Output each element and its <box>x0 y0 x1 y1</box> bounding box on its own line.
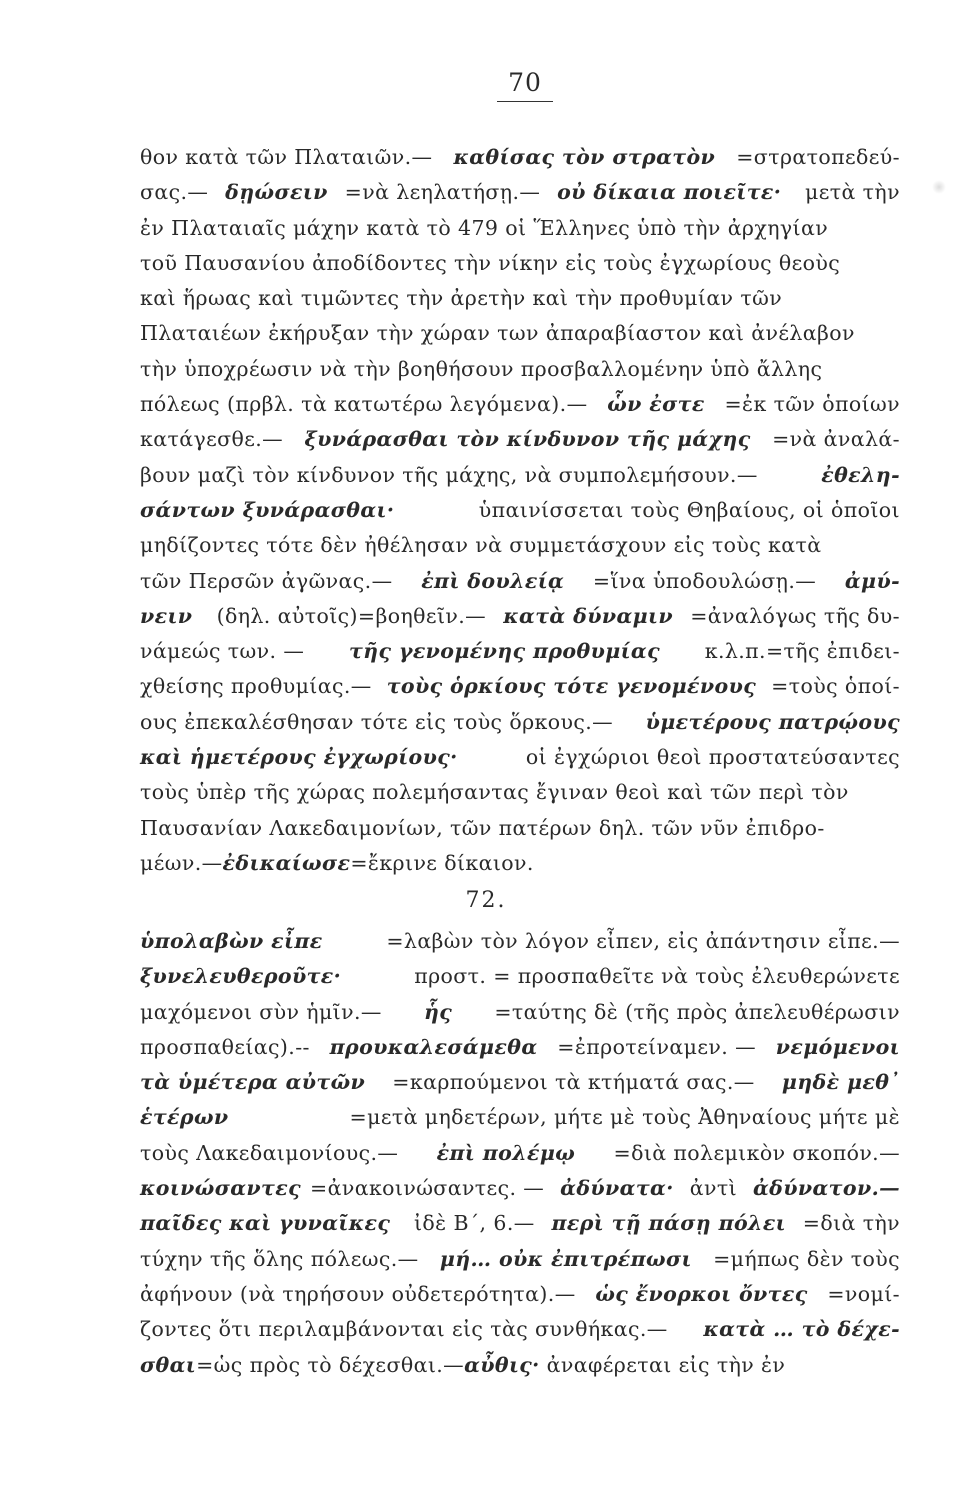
gloss-text: =ἐπροτείναμεν. — <box>557 1034 756 1059</box>
gloss-text: =ὡς πρὸς τὸ δέχεσθαι.— <box>196 1352 465 1377</box>
lemma-text: κατὰ δύναμιν <box>503 603 673 628</box>
gloss-text: πόλεως (πρβλ. τὰ κατωτέρω λεγόμενα).— <box>140 392 588 417</box>
gloss-text: τῶν Περσῶν ἀγῶνας.— <box>140 568 393 593</box>
gloss-text: οἱ ἐγχώριοι θεοὶ προστατεύσαντες <box>518 745 900 770</box>
lemma-text: δῃώσειν <box>225 180 328 205</box>
text-line <box>140 458 900 493</box>
text-line <box>140 564 900 599</box>
gloss-text: =ἀνακοινώσαντες. — <box>310 1176 552 1201</box>
text-line <box>140 387 900 422</box>
lemma-text: ὧν ἐστε <box>607 392 705 417</box>
text-line <box>140 1065 900 1100</box>
lemma-text: ἐπὶ πολέμῳ <box>436 1140 576 1165</box>
text-line <box>140 422 900 457</box>
text-line <box>140 811 900 846</box>
gloss-text: ζοντες ὅτι περιλαμβάνονται εἰς τὰς συνθήκας.— <box>140 1317 668 1342</box>
gloss-text: =διὰ πολεμικὸν σκοπόν.— <box>613 1140 900 1165</box>
text-line <box>140 846 900 881</box>
text-line <box>140 1100 900 1135</box>
gloss-text: =τοὺς ὁποί- <box>771 674 900 699</box>
gloss-text: καὶ ἥρωας καὶ τιμῶντες τὴν ἀρετὴν καὶ τὴν προθυμίαν τῶν <box>140 286 783 311</box>
text-line <box>140 493 900 528</box>
page-number: 70 <box>497 68 553 102</box>
gloss-text: ἀφήνουν (νὰ τηρήσουν οὐδετερότητα).— <box>140 1281 576 1306</box>
text-line <box>140 1242 900 1277</box>
gloss-text: νάμεώς των. — <box>140 639 312 664</box>
gloss-text: =ἵνα ὑποδουλώσῃ.— <box>592 568 817 593</box>
text-line <box>140 1348 900 1383</box>
text-line <box>140 705 900 740</box>
lemma-text: καθίσας τὸν στρατὸν <box>453 145 716 169</box>
gloss-text: ἐν Πλαταιαῖς μάχην κατὰ τὸ 479 οἱ Ἕλληνες ὑπὸ τὴν ἀρχηγίαν <box>140 215 829 240</box>
text-line <box>140 775 900 810</box>
lemma-text: ξυνάρασθαι τὸν κίνδυνον τῆς μάχης <box>304 427 751 452</box>
text-line <box>140 1030 900 1065</box>
gloss-text: προσπαθείας).-- <box>140 1034 310 1059</box>
text-line <box>140 528 900 563</box>
lemma-text: περὶ τῇ πάσῃ πόλει <box>551 1211 786 1236</box>
commentary-section-71 <box>140 140 900 881</box>
gloss-text: =ἔκρινε δίκαιον. <box>350 850 534 875</box>
text-line <box>140 281 900 316</box>
text-line <box>140 599 900 634</box>
lemma-text: τῆς γενομένης προθυμίας <box>348 639 660 664</box>
gloss-text: μηδίζοντες τότε δὲν ἠθέλησαν νὰ συμμετάσχουν εἰς τοὺς κατὰ <box>140 533 822 558</box>
text-line <box>140 352 900 387</box>
lemma-text: αὖθις· <box>464 1352 540 1377</box>
text-line <box>140 1136 900 1171</box>
lemma-text: τοὺς ὁρκίους τότε γενομένους <box>386 674 757 699</box>
lemma-text: ἧς <box>423 999 453 1024</box>
gloss-text: =διὰ τὴν <box>802 1211 900 1236</box>
gloss-text: τοῦ Παυσανίου ἀποδίδοντες τὴν νίκην εἰς τοὺς ἐγχωρίους θεοὺς <box>140 250 841 275</box>
gloss-text: Πλαταιέων ἐκήρυξαν τὴν χώραν των ἀπαραβίαστον καὶ ἀνέλαβον <box>140 321 855 346</box>
lemma-text: παῖδες καὶ γυναῖκες <box>140 1211 391 1236</box>
gloss-text: =ταύτης δὲ (τῆς πρὸς ἀπελευθέρωσιν <box>494 999 900 1024</box>
lemma-text: ἐθελη- <box>821 462 900 487</box>
lemma-text: ὑμετέρους πατρῴους <box>645 709 900 734</box>
text-line <box>140 175 900 210</box>
text-line <box>140 1206 900 1241</box>
commentary-section-72 <box>140 924 900 1383</box>
gloss-text: τύχην τῆς ὅλης πόλεως.— <box>140 1246 419 1271</box>
gloss-text: χθείσης προθυμίας.— <box>140 674 372 699</box>
text-line <box>140 1277 900 1312</box>
text-line <box>140 959 900 994</box>
lemma-text: μή… οὐκ ἐπιτρέπωσι <box>439 1246 692 1271</box>
gloss-text: μαχόμενοι σὺν ἡμῖν.— <box>140 999 382 1024</box>
lemma-text: ἀμύ- <box>844 568 900 593</box>
lemma-text: ἐπὶ δουλείᾳ <box>421 568 565 593</box>
paper-stain <box>932 180 946 194</box>
lemma-text: προυκαλεσάμεθα <box>329 1034 538 1059</box>
gloss-text: =στρατοπεδεύ- <box>736 145 900 169</box>
text-line <box>140 246 900 281</box>
text-line <box>140 740 900 775</box>
text-line <box>140 924 900 959</box>
lemma-text: ἀδύνατα· <box>560 1176 674 1201</box>
gloss-text: προστ. = προσπαθεῖτε νὰ τοὺς ἐλευθερώνετε <box>407 964 900 989</box>
gloss-text: σας.— <box>140 180 209 205</box>
lemma-text: ἑτέρων <box>140 1105 229 1130</box>
lemma-text: ξυνελευθεροῦτε· <box>140 964 342 989</box>
lemma-text: ἐδικαίωσε <box>222 850 351 875</box>
lemma-text: σάντων ξυνάρασθαι· <box>140 497 395 522</box>
lemma-text: ὡς ἔνορκοι ὄντες <box>595 1281 808 1306</box>
text-line <box>140 211 900 246</box>
gloss-text: (δηλ. αὐτοῖς)=βοηθεῖν.— <box>209 603 487 628</box>
lemma-text: ὑπολαβὼν εἶπε <box>140 929 323 953</box>
gloss-text: =καρπούμενοι τὰ κτήματά σας.— <box>392 1070 755 1095</box>
gloss-text: =ἐκ τῶν ὁποίων <box>724 392 900 417</box>
lemma-text: νειν <box>140 603 193 628</box>
gloss-text: ἀναφέρεται εἰς τὴν ἐν <box>539 1352 786 1377</box>
gloss-text: Παυσανίαν Λακεδαιμονίων, τῶν πατέρων δηλ. τῶν νῦν ἐπιδρο- <box>140 815 825 840</box>
gloss-text: =λαβὼν τὸν λόγον εἶπεν, εἰς ἀπάντησιν εἶπε.— <box>386 929 900 953</box>
gloss-text: =νὰ ἀναλά- <box>772 427 900 452</box>
gloss-text: =νομί- <box>827 1281 900 1306</box>
gloss-text: ὑπαινίσσεται τοὺς Θηβαίους, οἱ ὁποῖοι <box>471 497 900 522</box>
gloss-text: τοὺς ὑπὲρ τῆς χώρας πολεμήσαντας ἔγιναν θεοὶ καὶ τῶν περὶ τὸν <box>140 780 849 805</box>
gloss-text: ἰδὲ Β΄, 6.— <box>407 1211 535 1236</box>
lemma-text: τὰ ὑμέτερα αὐτῶν <box>140 1070 366 1095</box>
gloss-text: =μήπως δὲν τοὺς <box>713 1246 900 1271</box>
text-line <box>140 1171 900 1206</box>
gloss-text: μετὰ τὴν <box>798 180 900 205</box>
lemma-text: οὐ δίκαια ποιεῖτε· <box>557 180 782 205</box>
lemma-text: νεμόμενοι <box>775 1034 900 1059</box>
text-line <box>140 140 900 175</box>
lemma-text: κατὰ … τὸ δέχε- <box>703 1317 900 1342</box>
gloss-text: κ.λ.π.=τῆς ἐπιδει- <box>697 639 900 664</box>
lemma-text: σθαι <box>140 1352 197 1377</box>
lemma-text: μηδὲ μεθ᾽ <box>781 1070 900 1095</box>
text-line <box>140 316 900 351</box>
gloss-text: θον κατὰ τῶν Πλαταιῶν.— <box>140 145 433 169</box>
gloss-text: βουν μαζὶ τὸν κίνδυνον τῆς μάχης, νὰ συμπολεμήσουν.— <box>140 462 758 487</box>
text-line <box>140 995 900 1030</box>
lemma-text: ἀδύνατον.— <box>753 1176 900 1201</box>
section-heading-72: 72. <box>465 888 507 913</box>
lemma-text: κοινώσαντες <box>140 1176 301 1201</box>
gloss-text: ἀντὶ <box>682 1176 744 1201</box>
gloss-text: =ἀναλόγως τῆς δυ- <box>690 603 900 628</box>
gloss-text: =νὰ λεηλατήσῃ.— <box>344 180 541 205</box>
gloss-text: τὴν ὑποχρέωσιν νὰ τὴν βοηθήσουν προσβαλλομένην ὑπὸ ἄλλης <box>140 356 823 381</box>
gloss-text: ους ἐπεκαλέσθησαν τότε εἰς τοὺς ὅρκους.— <box>140 709 614 734</box>
gloss-text: κατάγεσθε.— <box>140 427 284 452</box>
gloss-text: =μετὰ μηδετέρων, μήτε μὲ τοὺς Ἀθηναίους μήτε μὲ <box>349 1105 900 1130</box>
text-line <box>140 1312 900 1347</box>
gloss-text: τοὺς Λακεδαιμονίους.— <box>140 1140 399 1165</box>
text-line <box>140 634 900 669</box>
lemma-text: καὶ ἡμετέρους ἐγχωρίους· <box>140 745 458 770</box>
gloss-text: μέων.— <box>140 850 223 875</box>
text-line <box>140 669 900 704</box>
